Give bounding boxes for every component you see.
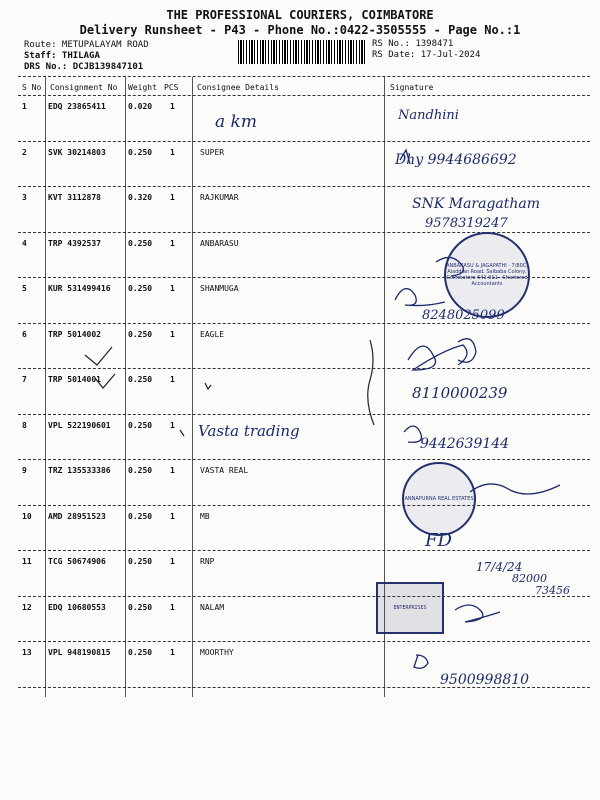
row-consignment-no: KUR 531499416	[48, 284, 111, 293]
row-consignee: SUPER	[200, 147, 225, 157]
row-pcs: 1	[170, 238, 175, 248]
row-sno: 12	[22, 602, 32, 612]
row-sno: 2	[22, 147, 27, 157]
row-sno: 1	[22, 102, 27, 111]
row-pcs: 1	[170, 147, 175, 157]
handwritten-note: 17/4/24	[476, 560, 523, 574]
handwritten-signature: Dhy 9944686692	[395, 152, 517, 168]
row-weight: 0.250	[128, 238, 153, 248]
row-consignment-no: VPL 522190601	[48, 420, 111, 430]
row-consignee: ANBARASU	[200, 238, 239, 248]
row-consignee: VASTA REAL	[200, 466, 249, 475]
row-consignee: RAJKUMAR	[200, 193, 239, 202]
handwritten-note: 82000	[512, 572, 547, 585]
row-consignment-no: TRP 4392537	[48, 238, 101, 248]
row-pcs: 1	[170, 284, 175, 293]
handwritten-phone: 8110000239	[412, 384, 508, 402]
row-pcs: 1	[170, 466, 175, 475]
rectangular-stamp: ENTERPRISES	[376, 582, 444, 634]
row-weight: 0.250	[128, 375, 153, 384]
row-weight: 0.020	[128, 102, 153, 111]
row-consignment-no: VPL 948190815	[48, 648, 111, 657]
row-consignment-no: KVT 3112878	[48, 193, 101, 202]
row-consignee: NALAM	[200, 602, 225, 612]
drs-number: DRS No.: DCJB139847101	[24, 62, 144, 72]
col-header-weight: Weight	[128, 83, 157, 92]
handwritten-phone: 8248025099	[422, 308, 505, 323]
round-stamp: ANBARASU & JAGAPATHI · 7/80C, Aladdian Road, Saibaba Colony, Coimbatore 641 011 · Chartered Accountants	[444, 232, 530, 318]
round-stamp: ANNAPURNA REAL ESTATES	[402, 462, 476, 536]
row-consignee: EAGLE	[200, 329, 225, 339]
handwritten-phone: 9500998810	[440, 672, 530, 688]
row-consignment-no: TRP 5014001	[48, 375, 101, 384]
row-pcs: 1	[170, 602, 175, 612]
handwritten-signature: Nandhini	[398, 108, 459, 123]
row-consignment-no: EDQ 10680553	[48, 602, 106, 612]
row-consignee: MOORTHY	[200, 648, 234, 657]
col-header-consignee: Consignee Details	[197, 83, 279, 92]
row-consignment-no: TRP 5014002	[48, 329, 101, 339]
handwritten-phone: 9578319247	[425, 216, 508, 231]
row-sno: 9	[22, 466, 27, 475]
row-sno: 5	[22, 284, 27, 293]
handwritten-note: 73456	[535, 584, 570, 597]
col-header-sno: S No	[22, 83, 42, 92]
row-consignment-no: AMD 28951523	[48, 511, 106, 521]
row-weight: 0.250	[128, 147, 153, 157]
row-pcs: 1	[170, 102, 175, 111]
row-weight: 0.250	[128, 511, 153, 521]
row-sno: 10	[22, 511, 32, 521]
row-sno: 13	[22, 648, 32, 657]
row-sno: 11	[22, 557, 32, 566]
rs-number: RS No.: 1398471	[372, 39, 454, 49]
handwritten-consignee: a km	[215, 112, 257, 132]
row-consignment-no: TCG 50674906	[48, 557, 106, 566]
row-consignee: RNP	[200, 557, 215, 566]
col-header-pcs: PCS	[164, 83, 179, 92]
row-pcs: 1	[170, 420, 175, 430]
staff-label: Staff: THILAGA	[24, 51, 100, 61]
row-pcs: 1	[170, 557, 175, 566]
row-weight: 0.250	[128, 602, 153, 612]
company-title: THE PROFESSIONAL COURIERS, COIMBATORE	[166, 8, 434, 22]
row-weight: 0.250	[128, 284, 153, 293]
row-weight: 0.250	[128, 420, 153, 430]
row-pcs: 1	[170, 375, 175, 384]
runsheet-title: Delivery Runsheet - P43 - Phone No.:0422-3505555 - Page No.:1	[79, 23, 521, 37]
row-sno: 4	[22, 238, 27, 248]
row-consignment-no: TRZ 135533386	[48, 466, 111, 475]
rs-date: RS Date: 17-Jul-2024	[372, 50, 481, 60]
row-consignment-no: SVK 30214803	[48, 147, 106, 157]
row-weight: 0.250	[128, 466, 153, 475]
row-pcs: 1	[170, 329, 175, 339]
row-sno: 6	[22, 329, 27, 339]
route-label: Route: METUPALAYAM ROAD	[24, 40, 149, 50]
row-pcs: 1	[170, 193, 175, 202]
row-consignment-no: EDQ 23865411	[48, 102, 106, 111]
row-sno: 7	[22, 375, 27, 384]
row-consignee: SHANMUGA	[200, 284, 239, 293]
row-pcs: 1	[170, 648, 175, 657]
row-weight: 0.250	[128, 329, 153, 339]
handwritten-consignee: Vasta trading	[198, 422, 300, 440]
row-weight: 0.250	[128, 648, 153, 657]
row-sno: 3	[22, 193, 27, 202]
row-weight: 0.320	[128, 193, 153, 202]
row-consignee: MB	[200, 511, 210, 521]
handwritten-signature: SNK Maragatham	[412, 196, 541, 212]
row-sno: 8	[22, 420, 27, 430]
row-pcs: 1	[170, 511, 175, 521]
handwritten-signature: FD	[425, 530, 452, 551]
handwritten-signature: 9442639144	[420, 436, 510, 452]
row-weight: 0.250	[128, 557, 153, 566]
col-header-consignment: Consignment No	[50, 83, 118, 92]
col-header-signature: Signature	[390, 83, 434, 92]
